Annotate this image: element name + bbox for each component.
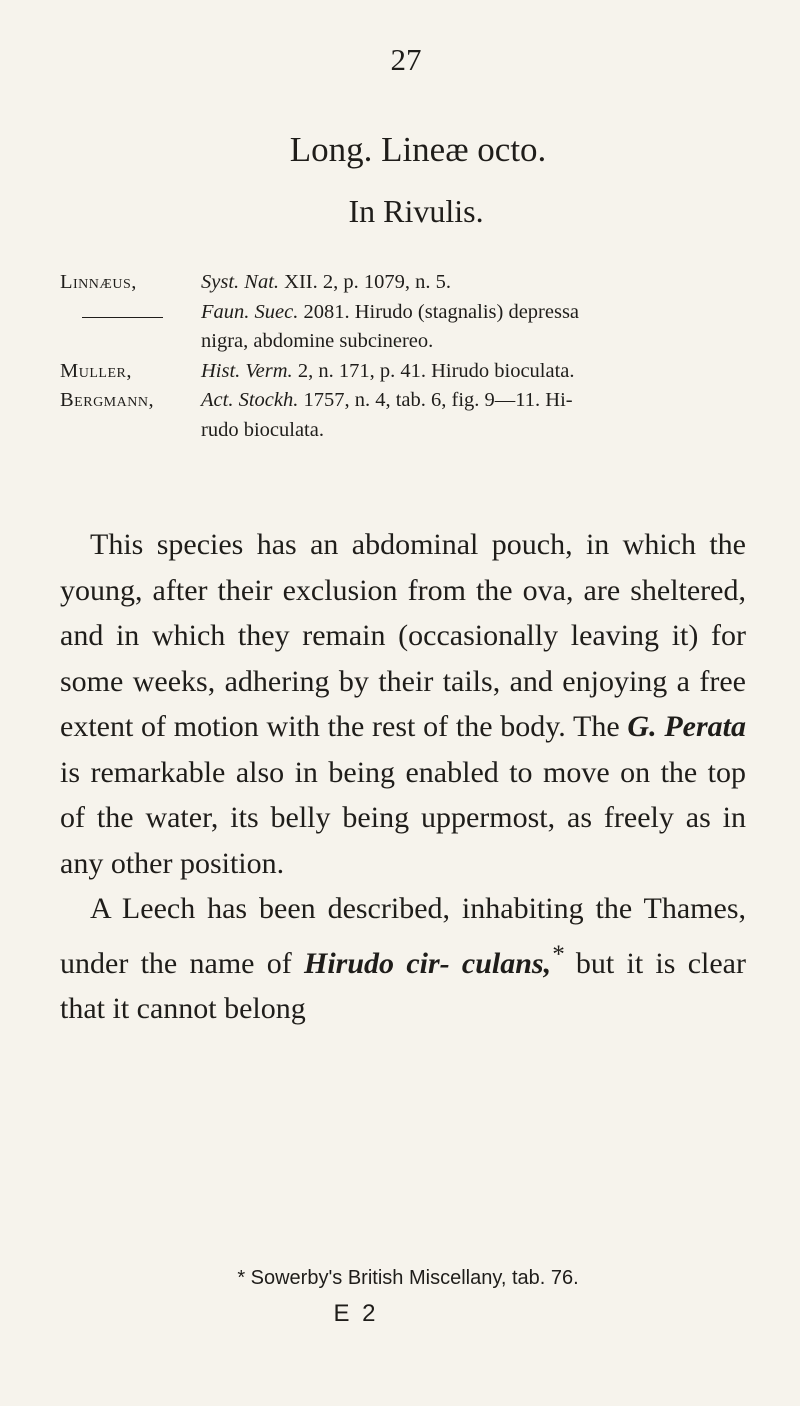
reference-linnaeus-syst	[60, 268, 760, 298]
reference-detail: 2, n. 171, p. 41. Hirudo bioculata.	[292, 359, 575, 382]
species-name: G. Perata	[627, 710, 746, 743]
species-name: Hirudo cir- culans,	[304, 946, 552, 980]
reference-detail: 1757, n. 4, tab. 6, fig. 9—11. Hi-	[298, 389, 573, 411]
reference-muller	[60, 357, 760, 387]
habitat-subtitle: In Rivulis.	[348, 193, 484, 229]
reference-author: Muller,	[60, 359, 132, 382]
ditto-dash	[60, 298, 201, 357]
footnote: * Sowerby's British Miscellany, tab. 76.	[237, 1267, 579, 1289]
reference-work: Act. Stockh.	[201, 389, 299, 411]
reference-continuation: rudo bioculata.	[201, 418, 324, 441]
reference-detail: XII. 2, p. 1079, n. 5.	[279, 271, 451, 293]
paragraph: This species has an abdominal pouch, in which the young, after their exclusion from the ova, are sheltered, and in which they remain (occasionally leaving it) for some weeks, adhering by their tails, and enjoying a free extent of motion with the rest of the body. The G. Perata is remarkable also in being enabled to move on the top of the water, its belly being uppermost, as freely as in any other position.	[60, 528, 746, 880]
reference-work: Hist. Verm.	[201, 359, 293, 382]
reference-author: Linnæus,	[60, 271, 137, 293]
reference-linnaeus-faun	[60, 298, 760, 357]
reference-continuation: nigra, abdomine subcinereo.	[201, 330, 434, 352]
paragraph: A Leech has been described, inhabiting the Thames, under the name of Hirudo cir- culans,* but it is clear that it cannot belong	[60, 892, 746, 1025]
footnote-marker: *	[551, 940, 564, 968]
page-number: 27	[390, 42, 422, 77]
body-text	[60, 522, 746, 1032]
reference-work: Syst. Nat.	[201, 271, 280, 293]
reference-author: Bergmann,	[60, 389, 155, 411]
reference-detail: 2081. Hirudo (stagnalis) depressa	[298, 300, 580, 323]
species-title: Long. Lineæ octo.	[289, 130, 547, 169]
signature-mark: E 2	[333, 1300, 379, 1327]
synonymy-references	[60, 268, 760, 445]
reference-bergmann	[60, 386, 760, 445]
reference-work: Faun. Suec.	[201, 300, 299, 323]
